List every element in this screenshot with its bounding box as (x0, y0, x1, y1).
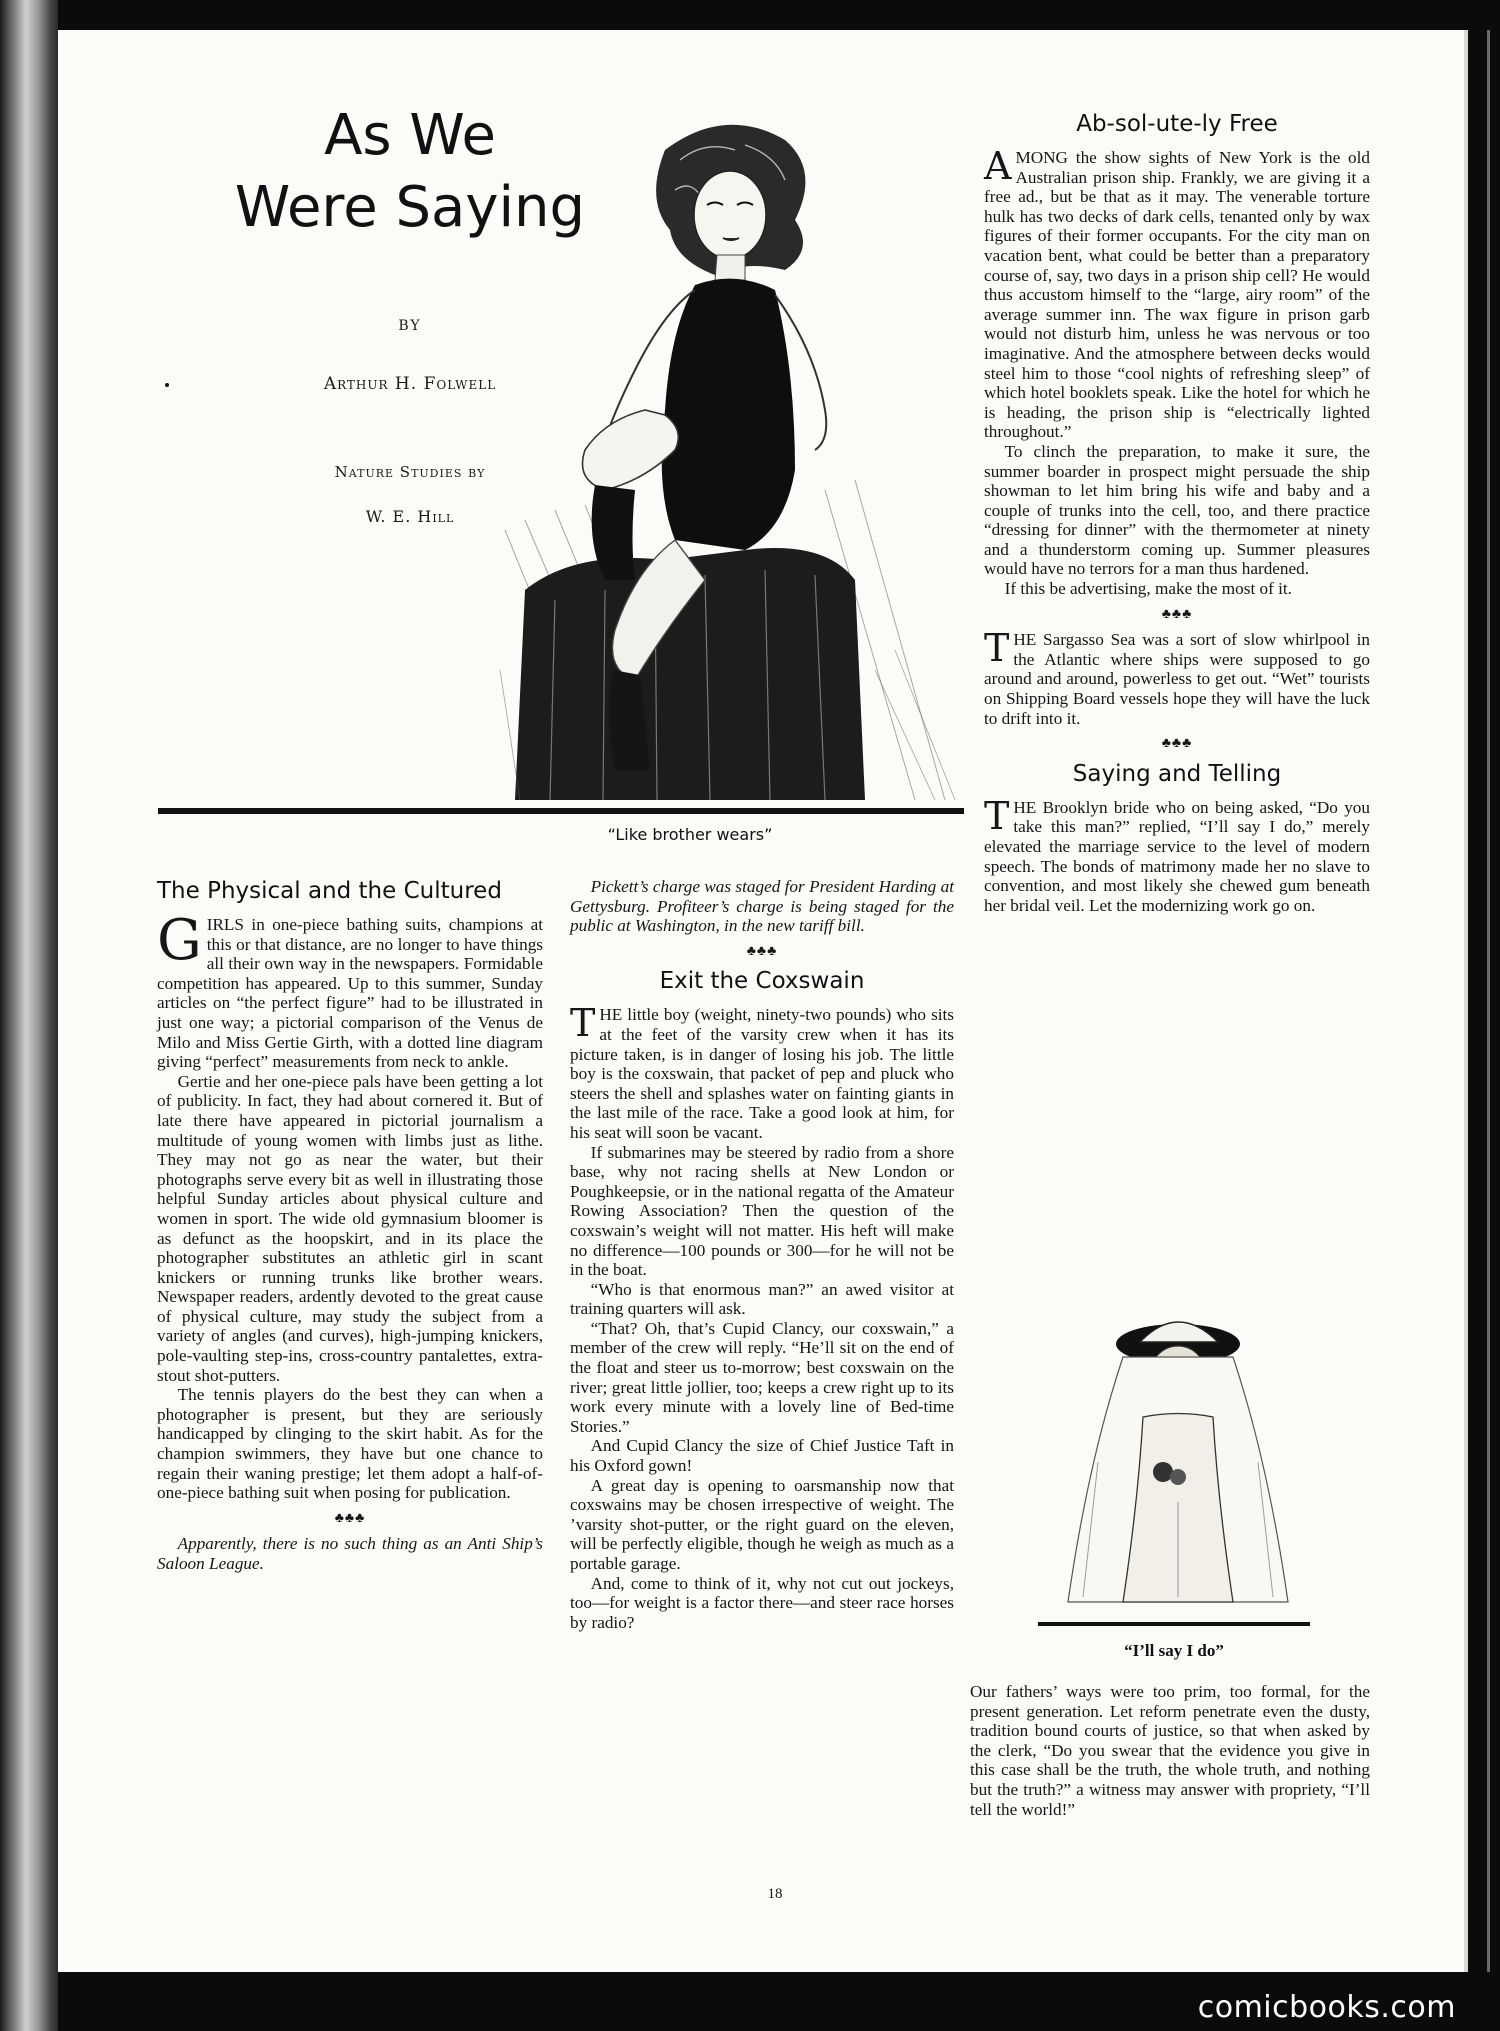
illustration-bathing-girl (495, 110, 963, 808)
illustration-caption-bride: “I’ll say I do” (1124, 1641, 1224, 1660)
illustration-caption-top: “Like brother wears” (607, 825, 773, 844)
heading-saying-telling: Saying and Telling (1072, 760, 1282, 787)
illustration-bride (1028, 1302, 1320, 1628)
paragraph: The tennis players do the best they can when a photographer is present, but they are seriously handicapped by clinging to the skirt habit. As for the champion swimmers, they have but one chance to regain their waning prestige; let them adopt a half-of-one-piece bathing suit when posing for publication. (157, 1385, 543, 1503)
title-line-2: Were Saying (234, 175, 586, 240)
italic-note: Apparently, there is no such thing as an Anti Ship’s Saloon League. (157, 1534, 543, 1573)
ornament-separator: ♣♣♣ (334, 1510, 366, 1526)
ornament-separator: ♣♣♣ (1161, 736, 1193, 752)
byline-by: BY (398, 318, 422, 334)
middle-column (570, 877, 954, 1632)
paragraph: “Who is that enormous man?” an awed visitor at training quarters will ask. (570, 1279, 954, 1319)
page-edge (1487, 30, 1490, 1972)
paragraph: If submarines may be steered by radio from a shore base, why not racing shells at New London or Poughkeepsie, or in the national regatta of the Amateur Rowing Association? Then the question of the coxswain’s weight will not matter. His heft will make no difference—100 pounds or 300—for he will not be in the boat. (570, 1142, 954, 1280)
italic-note: Pickett’s charge was staged for President Harding at Gettysburg. Profiteer’s charge is being staged for the public at Washington, in the new tariff bill. (570, 877, 954, 936)
ornament-separator: ♣♣♣ (1161, 606, 1193, 622)
paragraph: And Cupid Clancy the size of Chief Justice Taft in his Oxford gown! (570, 1436, 954, 1476)
paragraph: “That? Oh, that’s Cupid Clancy, our coxswain,” a member of the crew will reply. “He’ll sit on the end of the float and steer us to-morrow; best coxswain on the river; great little jollier, too; keeps a crew right up to its work every minute with a lovely line of Bed-time Stories.” (570, 1318, 954, 1436)
heading-exit-coxswain: Exit the Coxswain (659, 968, 865, 995)
author-name: Arthur H. Folwell (323, 374, 497, 394)
book-binding (0, 0, 58, 2031)
illustration-credit-label: Nature Studies by (334, 463, 486, 481)
paragraph: Gertie and her one-piece pals have been getting a lot of publicity. In fact, they had about cornered it. But of late there have appeared in pictorial journalism a multitude of young women with limbs just as lithe. They may not go as near the water, but their photographs serve every bit as well in illustrating those helpful Sunday articles about physical culture and women in sport. The wide old gymnasium bloomer is as defunct as the hoopskirt, and in its place the photographer substitutes an athletic girl in scant knickers or running trunks like brother wears. Newspaper readers, ardently devoted to the great cause of physical culture, may study the subject from a variety of angles (and curves), high-jumping knickers, pole-vaulting step-ins, cross-country pantalettes, extra-stout shot-putters. (157, 1071, 543, 1385)
site-watermark: comicbooks.com (1197, 1990, 1456, 2025)
right-column (984, 110, 1370, 915)
paragraph: THE little boy (weight, ninety-two pounds) who sits at the feet of the varsity crew when it has its picture taken, is in danger of losing his job. The little boy is the coxswain, that packet of pep and pluck who steers the shell and splashes water on fainting giants in the last mile of the race. Take a good look at him, for his seat will soon be vacant. (570, 1001, 954, 1142)
page-number: 18 (767, 1886, 783, 1902)
right-column-continued (970, 1682, 1370, 1819)
paragraph: AMONG the show sights of New York is the old Australian prison ship. Frankly, we are giving it a free ad., but be that as it may. The venerable torture hulk has two decks of dark cells, tenanted only by wax figures of their former occupants. For the city man on vacation bent, what could be better than a preparatory course of, say, two days in a prison ship cell? He would thus accustom himself to the “large, airy room” of the average summer inn. The wax figure in prison garb would not disturb him, unless he was nervous or too imaginative. And the atmosphere between decks would steel him to those “cool nights of refreshing sleep” of which hotel booklets speak. Like the hotel for which he is heading, the prison ship is “electrically lighted throughout.” (984, 144, 1370, 442)
illustrator-name: W. E. Hill (365, 507, 455, 526)
paragraph: GIRLS in one-piece bathing suits, champions at this or that distance, are no longer to have things all their own way in the newspapers. Formidable competition has appeared. Up to this summer, Sunday articles on “the perfect figure” had to be illustrated in just one way; a pictorial comparison of the Venus de Milo and Miss Gertie Girth, with a dotted line diagram giving “perfect” measurements from neck to ankle. (157, 908, 543, 1072)
ornament-separator: ♣♣♣ (746, 943, 778, 959)
bullet-dot (165, 383, 169, 387)
paragraph: THE Brooklyn bride who on being asked, “Do you take this man?” replied, “I’ll say I do,” merely elevated the marriage service to the level of modern speech. The bonds of matrimony made her no slave to convention, and most likely she chewed gum beneath her bridal veil. Let the modernizing work go on. (984, 793, 1370, 915)
paragraph: A great day is opening to oarsmanship now that coxswains may be chosen irrespective of weight. The ’varsity shot-putter, or the right guard on the eleven, will be perfectly eligible, though he weigh as much as a portable garage. (570, 1475, 954, 1573)
paragraph-sargasso: THE Sargasso Sea was a sort of slow whirlpool in the Atlantic where ships were supposed to go around and around, powerless to get out. “Wet” tourists on Shipping Board vessels hope they will have the luck to drift into it. (984, 626, 1370, 728)
paragraph: To clinch the preparation, to make it sure, the summer boarder in prospect might persuade the ship showman to let him bring his wife and baby and a couple of trunks into the cell, too, and there practice “dressing for dinner” with the thermometer at ninety and a thunderstorm coming up. Summer pleasures would have no terrors for a man thus hardened. (984, 441, 1370, 579)
paragraph: If this be advertising, make the most of it. (1004, 579, 1292, 599)
title-line-1: As We (324, 103, 496, 168)
paragraph: Our fathers’ ways were too prim, too formal, for the present generation. Let reform penetrate even the dusty, tradition bound courts of justice, so that when asked by the clerk, “Do you swear that the evidence you give in this case shall be the truth, the whole truth, and nothing but the truth?” a witness may answer with propriety, “I’ll tell the world!” (970, 1682, 1370, 1819)
paragraph: And, come to think of it, why not cut out jockeys, too—for weight is a factor there—and steer race horses by radio? (570, 1573, 954, 1632)
illustration-base-rule (158, 808, 964, 814)
heading-physical-cultured: The Physical and the Cultured (157, 878, 502, 904)
heading-absolutely-free: Ab-sol-ute-ly Free (1076, 111, 1278, 137)
left-column (157, 877, 543, 1574)
